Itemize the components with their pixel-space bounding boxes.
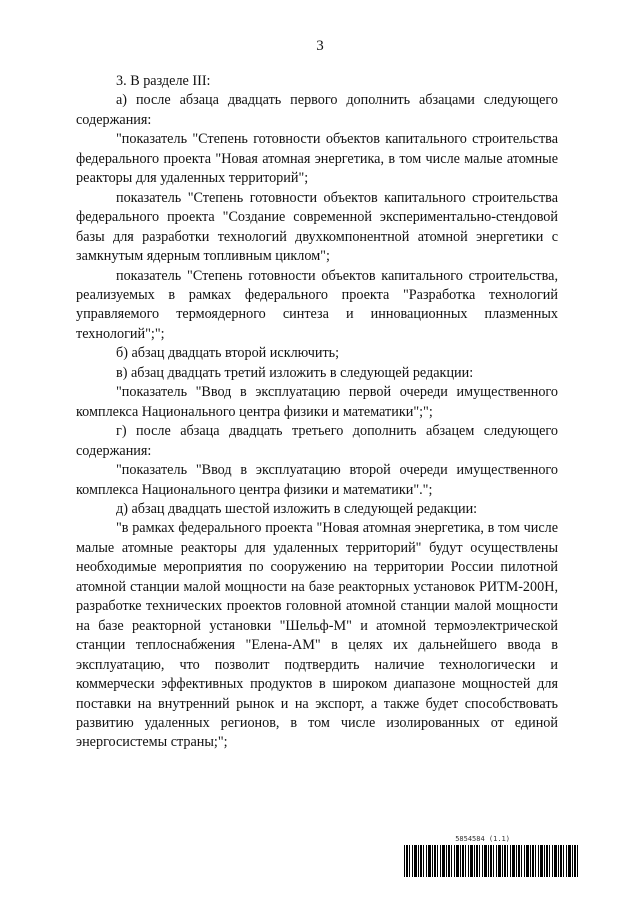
barcode-number: 5854584 (1.1) (455, 835, 510, 843)
paragraph-indicator-3: показатель "Степень готовности объектов капитального строительства, реализуемых в рамках федерального проекта "Разработка технологий управляемого термоядерного синтеза и инновационных плазменных технологий";"; (76, 267, 558, 342)
paragraph-project-description: "в рамках федерального проекта "Новая атомная энергетика, в том числе малые атомные реакторы для удаленных территорий" будут осуществлены необходимые мероприятия по сооружению на территории России пилотной атомной станции малой мощности на базе реакторных установок РИТМ-200Н, разработке технических проектов головной атомной станции малой мощности на базе реакторной установки "Шельф-М" и атомной термоэлектрической станции теплоснабжения "Елена-АМ" в целях их дальнейшего ввода в эксплуатацию, что позволит подтвердить наличие технологически и коммерчески эффективных продуктов в широком диапазоне мощностей для поставки на внутренний рынок и на экспорт, а также будет способствовать развитию удаленных регионов, в том числе изолированных от единой энергосистемы страны;"; (76, 520, 558, 751)
paragraph-item-g: г) после абзаца двадцать третьего дополнить абзацем следующего содержания: (76, 423, 558, 459)
paragraph-indicator-2: показатель "Степень готовности объектов капитального строительства федерального проекта "Создание современной экспериментально-стендовой базы для разработки технологий двухкомпонентной атомной энергетики с замкнутым ядерным топливным циклом"; (76, 189, 558, 265)
document-barcode (404, 835, 580, 877)
paragraph-indicator-1: "показатель "Степень готовности объектов капитального строительства федерального проекта "Новая атомная энергетика, в том числе малые атомные реакторы для удаленных территорий"; (76, 131, 558, 187)
paragraph-item-v: в) абзац двадцать третий изложить в следующей редакции: (116, 364, 474, 381)
barcode-icon (404, 845, 580, 877)
paragraph-item-d: д) абзац двадцать шестой изложить в следующей редакции: (116, 500, 478, 517)
document-body (76, 72, 558, 753)
paragraph-item-b: б) абзац двадцать второй исключить; (116, 345, 340, 362)
paragraph-item-a: а) после абзаца двадцать первого дополнить абзацами следующего содержания: (76, 92, 558, 128)
paragraph-indicator-5: "показатель "Ввод в эксплуатацию второй очереди имущественного комплекса Национального центра физики и математики"."; (76, 462, 558, 498)
page-number: 3 (316, 38, 324, 54)
paragraph-section-header: 3. В разделе III: (116, 73, 211, 89)
paragraph-indicator-4: "показатель "Ввод в эксплуатацию первой очереди имущественного комплекса Национального центра физики и математики";"; (76, 384, 558, 420)
